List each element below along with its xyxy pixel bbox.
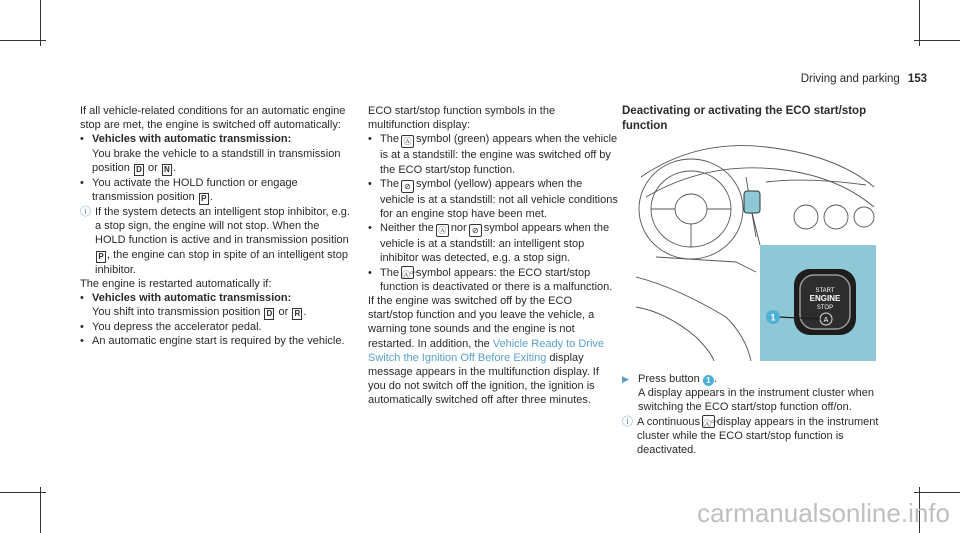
eco-a-crossed-icon: ⊘	[469, 224, 482, 237]
item-title: Vehicles with automatic transmission:	[92, 292, 292, 305]
crop-mark	[914, 492, 960, 493]
para-text: If the engine was switched off by the ECO start/stop function and you leave the vehicle, a warning tone sounds and the engine is not restarted. In addition, the	[368, 295, 595, 350]
list-item: • An automatic engine start is required by the vehicle.	[80, 334, 352, 348]
callout-ref: 1	[703, 375, 714, 386]
gear-n-key: N	[162, 164, 172, 176]
middle-column	[368, 104, 618, 408]
start-stop-button	[794, 269, 856, 335]
eco-a-off-icon: Ⓐ$^{OFF}$	[702, 415, 715, 428]
section-heading: Deactivating or activating the ECO start/stop function	[622, 105, 867, 132]
gear-d-key: D	[264, 308, 274, 320]
item-text: The	[380, 133, 399, 146]
left-column	[80, 104, 352, 349]
note-text: , the engine can stop in spite of an intelligent stop inhibitor.	[95, 248, 348, 276]
list-item: • Vehicles with automatic transmission: You shift into transmission position D or R .	[80, 291, 352, 320]
left-intro: If all vehicle-related conditions for an automatic engine stop are met, the engine is switched off automatically:	[80, 105, 346, 132]
info-icon: ⓘ	[80, 206, 91, 219]
watermark: carmanualsonline.info	[697, 498, 950, 528]
info-note	[622, 415, 902, 458]
section-title: Driving and parking	[800, 73, 900, 85]
note-text: display appears in the instrument cluster while the ECO start/stop function is deactivated.	[637, 415, 879, 457]
gear-r-key: R	[292, 308, 302, 320]
item-text: Neither the	[380, 222, 434, 235]
item-text: You shift into transmission position	[92, 306, 261, 319]
step-text: A display appears in the instrument cluster when switching the ECO start/stop function off/on.	[638, 387, 875, 414]
crop-mark	[40, 0, 41, 46]
item-title: Vehicles with automatic transmission:	[92, 133, 292, 146]
callout-number: 1	[770, 312, 776, 323]
item-text: You activate the HOLD function or engage transmission position	[92, 176, 298, 204]
crop-mark	[40, 487, 41, 533]
middle-intro: ECO start/stop function symbols in the multifunction display:	[368, 105, 556, 132]
gear-p-key: P	[199, 193, 209, 205]
display-message-link[interactable]: Vehicle Ready to Drive Switch the Ignition Off Before Exiting	[368, 337, 605, 364]
list-item: • Vehicles with automatic transmission: You brake the vehicle to a standstill in transmission position D or N .	[80, 132, 352, 175]
item-text: The	[380, 177, 399, 190]
list-item: • You activate the HOLD function or engage transmission position P .	[80, 176, 352, 205]
item-text: symbol appears when the vehicle is at a standstill: an intelligent stop inhibitor was detected, e.g. a stop sign.	[380, 222, 610, 265]
warning-paragraph	[368, 294, 618, 408]
item-text: symbol (yellow) appears when the vehicle is at a standstill: not all vehicle conditions for an engine stop have been met.	[380, 177, 618, 221]
item-text: symbol (green) appears when the vehicle is at a standstill: the engine was switched off by the ECO start/stop function.	[380, 133, 618, 176]
button-label-engine: ENGINE	[809, 294, 841, 303]
step-item: ▶ Press button 1 . A display appears in the instrument cluster when switching the ECO start/stop function off/on.	[622, 373, 875, 414]
info-icon: ⓘ	[622, 415, 633, 428]
item-text: The	[380, 266, 399, 279]
eco-a-green-icon: Ⓐ	[401, 135, 414, 148]
list-item: • You depress the accelerator pedal.	[80, 320, 352, 334]
button-label-start: START	[815, 288, 835, 294]
item-text: symbol appears: the ECO start/stop function is deactivated or there is a malfunction.	[380, 266, 613, 293]
list-item	[368, 221, 618, 265]
eco-button-illustration	[636, 137, 876, 361]
right-steps	[622, 372, 902, 457]
eco-a-yellow-icon: ⊘	[401, 180, 414, 193]
note-text: A continuous	[637, 415, 700, 428]
or-word: or	[278, 306, 289, 319]
gear-p-key: P	[96, 251, 106, 263]
info-note	[80, 205, 352, 277]
button-label-stop: STOP	[816, 305, 834, 311]
or-word: or	[148, 161, 158, 174]
para-text: display message appears in the multifunction display. If you do not switch off the ignition, the ignition is automatically switched off after three minutes.	[368, 351, 599, 407]
list-item	[368, 177, 618, 221]
eco-a-icon: Ⓐ	[436, 224, 449, 237]
step-text: Press button	[638, 373, 700, 385]
crop-mark	[919, 0, 920, 46]
eco-a-symbol: A	[823, 317, 829, 324]
restart-intro: The engine is restarted automatically if:	[80, 277, 272, 290]
list-item	[368, 266, 618, 294]
eco-a-off-icon: Ⓐ$^{OFF}$	[401, 266, 414, 279]
crop-mark	[914, 40, 960, 41]
note-text: If the system detects an intelligent stop inhibitor, e.g. a stop sign, the engine will not stop. When the HOLD function is active and in transmission position	[95, 206, 350, 247]
item-text: You brake the vehicle to a standstill in transmission position	[92, 147, 341, 174]
right-column	[622, 104, 902, 134]
page-number: 153	[907, 73, 927, 85]
page-header	[801, 73, 927, 85]
list-item	[368, 132, 618, 176]
nor-word: nor	[450, 222, 467, 235]
step-arrow-icon: ▶	[622, 374, 629, 384]
gear-d-key: D	[134, 164, 144, 176]
